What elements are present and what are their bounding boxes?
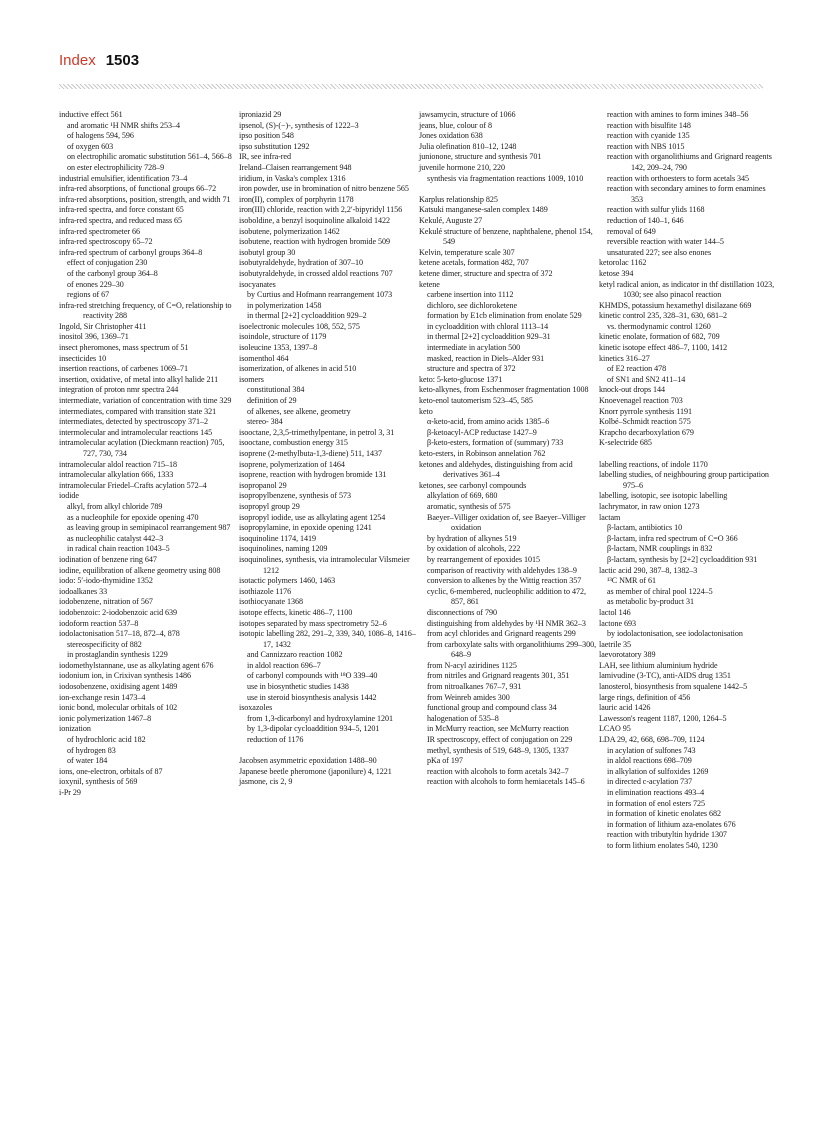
index-entry: ketorolac 1162 (599, 258, 647, 268)
index-subentry: of hydrogen 83 (67, 745, 116, 755)
index-entry: Jones oxidation 638 (419, 131, 483, 141)
index-subentry: as metabolic by-product 31 (607, 597, 695, 607)
index-entry: isoboldine, a benzyl isoquinoline alkaloid 1422 (239, 215, 390, 225)
index-entry: isothiocyanate 1368 (239, 597, 304, 607)
index-entry: ipso position 548 (239, 131, 294, 141)
index-column-4 (599, 110, 777, 852)
index-subentry: reaction with orthoesters to form acetals 345 (607, 173, 750, 183)
index-subentry: reaction with alcohols to form acetals 342–7 (427, 766, 569, 776)
index-subentry: reaction with organolithiums and Grignard reagents 142, 209–24, 790 (607, 152, 772, 172)
index-entry: LAH, see lithium aluminium hydride (599, 660, 718, 670)
index-entry: Kekulé structure of benzene, naphthalene, phenol 154, 549 (419, 226, 593, 247)
index-entry: isopropylamine, in epoxide opening 1241 (239, 523, 372, 533)
index-entry: iodoalkanes 33 (59, 586, 108, 596)
index-subentry: constitutional 384 (247, 385, 305, 395)
index-subentry: in elimination reactions 493–4 (607, 788, 705, 797)
index-entry: isocyanates (239, 279, 276, 289)
index-entry: infra-red spectra, and force constant 65 (59, 205, 184, 215)
index-subentry: in aldol reactions 698–709 (607, 756, 692, 766)
index-entry: lanosterol, biosynthesis from squalene 1442–5 (599, 682, 748, 692)
index-subentry: reaction with bisulfite 148 (607, 120, 691, 130)
index-entry: isotactic polymers 1460, 1463 (239, 576, 336, 586)
index-subentry: formation by E1cb elimination from enolate 529 (427, 311, 582, 321)
index-entry: ketones, see carbonyl compounds (419, 480, 527, 490)
index-subentry: in aldol reaction 696–7 (247, 660, 321, 670)
index-entry: isoindole, structure of 1179 (239, 332, 327, 342)
index-subentry: in polymerization 1458 (247, 300, 322, 310)
index-subentry: dichloro, see dichloroketene (427, 300, 518, 310)
index-entry: large rings, definition of 456 (599, 692, 691, 702)
index-entry: lactam (599, 512, 621, 522)
index-entry: iodination of benzene ring 647 (59, 554, 157, 564)
index-subentry: reaction with sulfur ylids 1168 (607, 205, 705, 215)
index-subentry: reaction with cyanide 135 (607, 131, 690, 141)
index-entry: ion-exchange resin 1473–4 (59, 692, 146, 702)
index-subentry: in acylation of sulfones 743 (607, 745, 696, 755)
index-entry: intermediates, compared with transition state 321 (59, 406, 217, 416)
index-entry: infra-red spectrometer 66 (59, 226, 140, 236)
index-subentry: β-lactam, synthesis by [2+2] cycloaddition 931 (607, 554, 758, 564)
index-subentry: in cycloaddition with chloral 1113–14 (427, 321, 549, 331)
index-subentry: in formation of enol esters 725 (607, 798, 706, 808)
index-entry: iproniazid 29 (239, 110, 282, 119)
index-entry: labelling, isotopic, see isotopic labelling (599, 491, 728, 501)
index-subentry: of oxygen 603 (67, 141, 114, 151)
index-entry: Ingold, Sir Christopher 411 (59, 321, 147, 331)
index-subentry: regions of 67 (67, 290, 110, 300)
index-entry: kinetic enolate, formation of 682, 709 (599, 332, 720, 342)
index-entry: iodosobenzene, oxidising agent 1489 (59, 682, 178, 692)
index-entry: knock-out drops 144 (599, 385, 666, 395)
index-entry: isoprene, reaction with hydrogen bromide 131 (239, 470, 387, 480)
index-subentry: in McMurry reaction, see McMurry reaction (427, 724, 569, 734)
index-entry: iodolactonisation 517–18, 872–4, 878 (59, 629, 180, 639)
index-entry: laetrile 35 (599, 639, 632, 649)
index-entry: isotopes separated by mass spectrometry 52–6 (239, 618, 387, 628)
index-entry: keto-enol tautomerism 523–45, 585 (419, 396, 533, 406)
index-entry: jeans, blue, colour of 8 (419, 120, 492, 130)
index-entry: lactic acid 290, 387–8, 1382–3 (599, 565, 698, 575)
index-entry: ketose 394 (599, 268, 634, 278)
index-subentry: in alkylation of sulfoxides 1269 (607, 766, 709, 776)
index-entry: isothiazole 1176 (239, 586, 292, 596)
index-entry: keto-esters, in Robinson annelation 762 (419, 449, 546, 458)
index-subentry: α-keto-acid, from amino acids 1385–6 (427, 417, 550, 427)
index-entry: isoquinolines, synthesis, via intramolecular Vilsmeier 1212 (239, 554, 410, 575)
index-subentry: reaction with amines to form imines 348–56 (607, 110, 749, 119)
index-subentry: cyclic, 6-membered, nucleophilic addition to 472, 857, 861 (427, 586, 586, 607)
index-heading: Index (59, 52, 96, 69)
index-subentry: alkyl, from alkyl chloride 789 (67, 501, 163, 511)
index-entry: ipso substitution 1292 (239, 141, 310, 151)
index-entry: iodomethylstannane, use as alkylating agent 676 (59, 660, 214, 670)
index-entry: ketene dimer, structure and spectra of 372 (419, 268, 553, 278)
index-subentry: in formation of kinetic enolates 682 (607, 809, 721, 819)
index-entry: insertion, oxidative, of metal into alkyl halide 211 (59, 374, 219, 384)
index-entry: junionone, structure and synthesis 701 (419, 152, 542, 162)
index-subentry: alkylation of 669, 680 (427, 491, 498, 501)
index-entry: integration of proton nmr spectra 244 (59, 385, 179, 395)
index-entry: ketene acetals, formation 482, 707 (419, 258, 529, 268)
index-subentry: and aromatic ¹H NMR shifts 253–4 (67, 120, 181, 130)
index-subentry: as a nucleophile for epoxide opening 470 (67, 512, 199, 522)
index-entry: isopropanol 29 (239, 480, 287, 490)
index-subentry: structure and spectra of 372 (427, 364, 516, 374)
index-entry: iron(II), complex of porphyrin 1178 (239, 194, 354, 204)
index-entry: Kelvin, temperature scale 307 (419, 247, 515, 257)
index-entry: ketene (419, 279, 440, 289)
index-entry: insertion reactions, of carbenes 1069–71 (59, 364, 189, 374)
index-subentry: of water 184 (67, 756, 108, 766)
index-entry: isobutyraldehyde, hydration of 307–10 (239, 258, 364, 268)
index-entry: infra-red absorptions, of functional groups 66–72 (59, 184, 217, 194)
index-entry: iodine, equilibration of alkene geometry using 808 (59, 565, 221, 575)
index-entry: kinetic isotope effect 486–7, 1100, 1412 (599, 343, 728, 353)
index-subentry: definition of 29 (247, 396, 297, 406)
index-entry: isoxazoles (239, 703, 273, 713)
index-subentry: from nitriles and Grignard reagents 301, 351 (427, 671, 570, 681)
index-entry: keto: 5-keto-glucose 1371 (419, 374, 503, 384)
index-subentry: reversible reaction with water 144–5 (607, 237, 724, 247)
index-entry: lactol 146 (599, 607, 631, 617)
index-entry: Knorr pyrrole synthesis 1191 (599, 406, 692, 416)
index-entry: keto (419, 406, 433, 416)
index-entry: ketones and aldehydes, distinguishing from acid derivatives 361–4 (419, 459, 573, 480)
index-entry: intramolecular acylation (Dieckmann reaction) 705, 727, 730, 734 (59, 438, 225, 458)
index-subentry: β-lactam, infra red spectrum of C=O 366 (607, 533, 738, 543)
index-entry: isobutyraldehyde, in crossed aldol reactions 707 (239, 268, 393, 278)
index-subentry: unsaturated 227; see also enones (607, 247, 712, 257)
index-subentry: conversion to alkenes by the Wittig reaction 357 (427, 576, 582, 586)
index-subentry: reduction of 140–1, 646 (607, 215, 684, 225)
index-subentry: ¹³C NMR of 61 (607, 576, 656, 586)
index-subentry: as leaving group in semipinacol rearrangement 987 (67, 523, 231, 533)
index-subentry: as member of chiral pool 1224–5 (607, 586, 713, 596)
header-rule (59, 84, 763, 89)
index-entry: Karplus relationship 825 (419, 194, 498, 204)
index-entry: isomers (239, 374, 264, 384)
index-subentry: by rearrangement of epoxides 1015 (427, 554, 540, 564)
index-entry: isotope effects, kinetic 486–7, 1100 (239, 607, 353, 617)
index-entry: i-Pr 29 (59, 788, 81, 797)
index-entry: isomerization, of alkenes in acid 510 (239, 364, 357, 374)
index-entry: intermolecular and intramolecular reactions 145 (59, 427, 213, 437)
index-subentry: β-lactam, NMR couplings in 832 (607, 544, 713, 554)
index-entry: inositol 396, 1369–71 (59, 332, 129, 342)
index-entry: KHMDS, potassium hexamethyl disilazane 669 (599, 300, 752, 310)
index-entry: labelling reactions, of indole 1170 (599, 459, 708, 469)
index-entry: Japanese beetle pheromone (japonilure) 4, 1221 (239, 766, 392, 776)
index-entry: iodobenzene, nitration of 567 (59, 597, 153, 607)
index-subentry: from 1,3-dicarbonyl and hydroxylamine 1201 (247, 713, 394, 723)
index-subentry: in prostaglandin synthesis 1229 (67, 650, 168, 660)
index-entry: infra-red absorptions, position, strength, and width 71 (59, 194, 231, 204)
index-entry: iodide (59, 491, 79, 501)
index-entry: isooctane, combustion energy 315 (239, 438, 348, 448)
index-subentry: halogenation of 535–8 (427, 713, 499, 723)
index-entry: isoleucine 1353, 1397–8 (239, 343, 318, 353)
index-column-2 (239, 110, 417, 788)
index-subentry: in thermal [2+2] cycloaddition 929–2 (247, 311, 367, 321)
index-subentry: of halogens 594, 596 (67, 131, 134, 141)
index-entry: industrial emulsifier, identification 73–4 (59, 173, 188, 183)
index-entry: LDA 29, 42, 668, 698–709, 1124 (599, 735, 705, 745)
index-subentry: by oxidation of alcohols, 222 (427, 544, 521, 554)
index-subentry: reaction with alcohols to form hemiacetals 145–6 (427, 777, 585, 787)
index-subentry: by Curtius and Hofmann rearrangement 1073 (247, 290, 393, 300)
index-subentry: and Cannizzaro reaction 1082 (247, 650, 343, 660)
index-entry: isobutyl group 30 (239, 247, 296, 257)
index-entry: infra-red spectroscopy 65–72 (59, 237, 153, 247)
index-entry: iodobenzoic: 2-iodobenzoic acid 639 (59, 607, 178, 617)
index-subentry: in thermal [2+2] cycloaddition 929–31 (427, 332, 551, 342)
index-entry: ionization (59, 724, 91, 734)
index-column-3 (419, 110, 597, 788)
index-subentry: intermediate in acylation 500 (427, 343, 521, 353)
index-subentry: on ester electrophilicity 728–9 (67, 162, 165, 172)
index-entry: ionic bond, molecular orbitals of 102 (59, 703, 178, 713)
index-entry: isoprene, polymerization of 1464 (239, 459, 345, 469)
index-entry: Julia olefination 810–12, 1248 (419, 141, 517, 151)
index-subentry: β-lactam, antibiotics 10 (607, 523, 683, 533)
index-entry: insect pheromones, mass spectrum of 51 (59, 343, 189, 353)
index-subentry: functional group and compound class 34 (427, 703, 557, 713)
index-subentry: pKa of 197 (427, 756, 463, 766)
index-entry: Krapcho decarboxylation 679 (599, 427, 694, 437)
index-subentry: methyl, synthesis of 519, 648–9, 1305, 1337 (427, 745, 569, 755)
index-subentry: synthesis via fragmentation reactions 1009, 1010 (427, 173, 584, 183)
index-entry: Lawesson's reagent 1187, 1200, 1264–5 (599, 713, 727, 723)
index-entry: lactone 693 (599, 618, 636, 628)
index-entry: juvenile hormone 210, 220 (419, 162, 505, 172)
index-subentry: disconnections of 790 (427, 607, 497, 617)
index-subentry: in directed c-acylation 737 (607, 777, 693, 787)
index-column-1 (59, 110, 237, 799)
section-gap (599, 449, 777, 460)
index-subentry: removal of 649 (607, 226, 656, 236)
index-entry: infra-red stretching frequency, of C=O, relationship to reactivity 288 (59, 300, 232, 321)
index-entry: isobutene, reaction with hydrogen bromide 509 (239, 237, 391, 247)
index-entry: Ireland–Claisen rearrangement 948 (239, 162, 352, 172)
index-entry: iodoform reaction 537–8 (59, 618, 139, 628)
index-entry: keto-alkynes, from Eschenmoser fragmentation 1008 (419, 385, 589, 395)
index-subentry: from nitroalkanes 767–7, 931 (427, 682, 522, 692)
index-subentry: β-keto-esters, formation of (summary) 733 (427, 438, 564, 448)
index-subentry: to form lithium enolates 540, 1230 (607, 840, 718, 850)
index-entry: kinetics 316–27 (599, 353, 650, 363)
index-subentry: of hydrochloric acid 182 (67, 735, 146, 745)
index-subentry: use in steroid biosynthesis analysis 1442 (247, 692, 377, 702)
index-subentry: on electrophilic aromatic substitution 561–4, 566–8 (67, 152, 232, 162)
index-entry: ionic polymerization 1467–8 (59, 713, 152, 723)
index-entry: jasmone, cis 2, 9 (239, 777, 293, 787)
index-entry: Kekulé, Auguste 27 (419, 215, 483, 225)
index-entry: jawsamycin, structure of 1066 (419, 110, 516, 119)
index-subentry: β-ketoacyl-ACP reductase 1427–9 (427, 427, 537, 437)
index-entry: Kolbé–Schmidt reaction 575 (599, 417, 691, 427)
index-subentry: by iodolactonisation, see iodolactonisation (607, 629, 743, 639)
index-entry: isoelectronic molecules 108, 552, 575 (239, 321, 360, 331)
index-entry: ipsenol, (S)-(−)-, synthesis of 1222–3 (239, 120, 359, 130)
index-entry: intramolecular Friedel–Crafts acylation 572–4 (59, 480, 207, 490)
index-entry: K-selectride 685 (599, 438, 652, 448)
index-subentry: vs. thermodynamic control 1260 (607, 321, 711, 331)
index-subentry: from N-acyl aziridines 1125 (427, 660, 517, 670)
index-entry: IR, see infra-red (239, 152, 291, 162)
index-entry: isobutene, polymerization 1462 (239, 226, 340, 236)
index-entry: isopropylbenzene, synthesis of 573 (239, 491, 352, 501)
index-entry: ions, one-electron, orbitals of 87 (59, 766, 163, 776)
index-subentry: from acyl chlorides and Grignard reagents 299 (427, 629, 576, 639)
section-gap (239, 746, 417, 757)
index-entry: iridium, in Vaska's complex 1316 (239, 173, 346, 183)
index-entry: isomenthol 464 (239, 353, 289, 363)
index-entry: lauric acid 1426 (599, 703, 651, 713)
index-entry: intramolecular aldol reaction 715–18 (59, 459, 177, 469)
index-entry: isooctane, 2,3,5-trimethylpentane, in petrol 3, 31 (239, 427, 395, 437)
index-entry: infra-red spectra, and reduced mass 65 (59, 215, 183, 225)
index-entry: iron powder, use in bromination of nitro benzene 565 (239, 184, 409, 194)
index-entry: ioxynil, synthesis of 569 (59, 777, 138, 787)
index-entry: insecticides 10 (59, 353, 107, 363)
index-entry: Knoevenagel reaction 703 (599, 396, 683, 406)
index-subentry: from Weinreb amides 300 (427, 692, 510, 702)
index-subentry: of enones 229–30 (67, 279, 124, 289)
index-entry: inductive effect 561 (59, 110, 123, 119)
index-subentry: IR spectroscopy, effect of conjugation on 229 (427, 735, 573, 745)
index-entry: iron(III) chloride, reaction with 2,2′-bipyridyl 1156 (239, 205, 403, 215)
index-subentry: stereospecificity of 882 (67, 639, 142, 649)
index-subentry: effect of conjugation 230 (67, 258, 148, 268)
index-subentry: use in biosynthetic studies 1438 (247, 682, 349, 692)
index-entry: ketyl radical anion, as indicator in thf distillation 1023, 1030; see also pinacol reaction (599, 279, 775, 300)
index-subentry: aromatic, synthesis of 575 (427, 501, 511, 511)
index-entry: Katsuki manganese-salen complex 1489 (419, 205, 548, 215)
index-subentry: in radical chain reaction 1043–5 (67, 544, 170, 554)
index-entry: isoprene (2-methylbuta-1,3-diene) 511, 1437 (239, 449, 382, 458)
page-number: 1503 (105, 52, 140, 69)
index-entry: isoquinolines, naming 1209 (239, 544, 328, 554)
index-subentry: as nucleophilic catalyst 442–3 (67, 533, 164, 543)
index-entry: iodonium ion, in Crixivan synthesis 1486 (59, 671, 191, 681)
index-subentry: of carbonyl compounds with ¹⁸O 339–40 (247, 671, 378, 681)
index-subentry: of E2 reaction 478 (607, 364, 667, 374)
index-subentry: in formation of lithium aza-enolates 676 (607, 819, 736, 829)
index-subentry: carbene insertion into 1112 (427, 290, 514, 300)
page-header (59, 52, 139, 76)
index-entry: intermediates, detected by spectroscopy 371–2 (59, 417, 209, 427)
index-subentry: Baeyer–Villiger oxidation of, see Baeyer–Villiger oxidation (427, 512, 586, 533)
index-entry: isopropyl group 29 (239, 501, 300, 511)
index-subentry: of alkenes, see alkene, geometry (247, 406, 351, 416)
section-gap (419, 184, 597, 195)
index-subentry: reaction with secondary amines to form enamines 353 (607, 184, 766, 204)
index-subentry: reaction with tributyltin hydride 1307 (607, 830, 727, 840)
index-entry: labelling studies, of neighbouring group participation 975–6 (599, 470, 769, 490)
index-subentry: distinguishing from aldehydes by ¹H NMR 362–3 (427, 618, 586, 628)
index-subentry: by hydration of alkynes 519 (427, 533, 517, 543)
index-entry: isotopic labelling 282, 291–2, 339, 340, 1086–8, 1416–17, 1432 (239, 629, 416, 649)
index-entry: isopropyl iodide, use as alkylating agent 1254 (239, 512, 386, 522)
index-subentry: comparison of reactivity with aldehydes 138–9 (427, 565, 577, 575)
index-subentry: of SN1 and SN2 411–14 (607, 374, 686, 384)
index-subentry: of the carbonyl group 364–8 (67, 268, 158, 278)
index-subentry: stereo- 384 (247, 417, 283, 427)
index-entry: intramolecular alkylation 666, 1333 (59, 470, 174, 480)
index-subentry: masked, reaction in Diels–Alder 931 (427, 353, 545, 363)
index-entry: kinetic control 235, 328–31, 630, 681–2 (599, 311, 727, 321)
index-subentry: by 1,3-dipolar cycloaddition 934–5, 1201 (247, 724, 380, 734)
index-entry: LCAO 95 (599, 724, 631, 734)
index-entry: iodo: 5′-iodo-thymidine 1352 (59, 576, 153, 586)
index-entry: intermediate, variation of concentration with time 329 (59, 396, 232, 406)
index-subentry: reduction of 1176 (247, 735, 304, 745)
index-entry: isoquinoline 1174, 1419 (239, 533, 317, 543)
index-subentry: reaction with NBS 1015 (607, 141, 685, 151)
index-subentry: from carboxylate salts with organolithiums 299–300, 648–9 (427, 639, 597, 660)
index-entry: laevorotatory 389 (599, 650, 656, 660)
index-entry: lachrymator, in raw onion 1273 (599, 501, 700, 511)
index-entry: infra-red spectrum of carbonyl groups 364–8 (59, 247, 203, 257)
index-entry: Jacobsen asymmetric epoxidation 1488–90 (239, 756, 377, 766)
index-entry: lamivudine (3-TC), anti-AIDS drug 1351 (599, 671, 731, 681)
